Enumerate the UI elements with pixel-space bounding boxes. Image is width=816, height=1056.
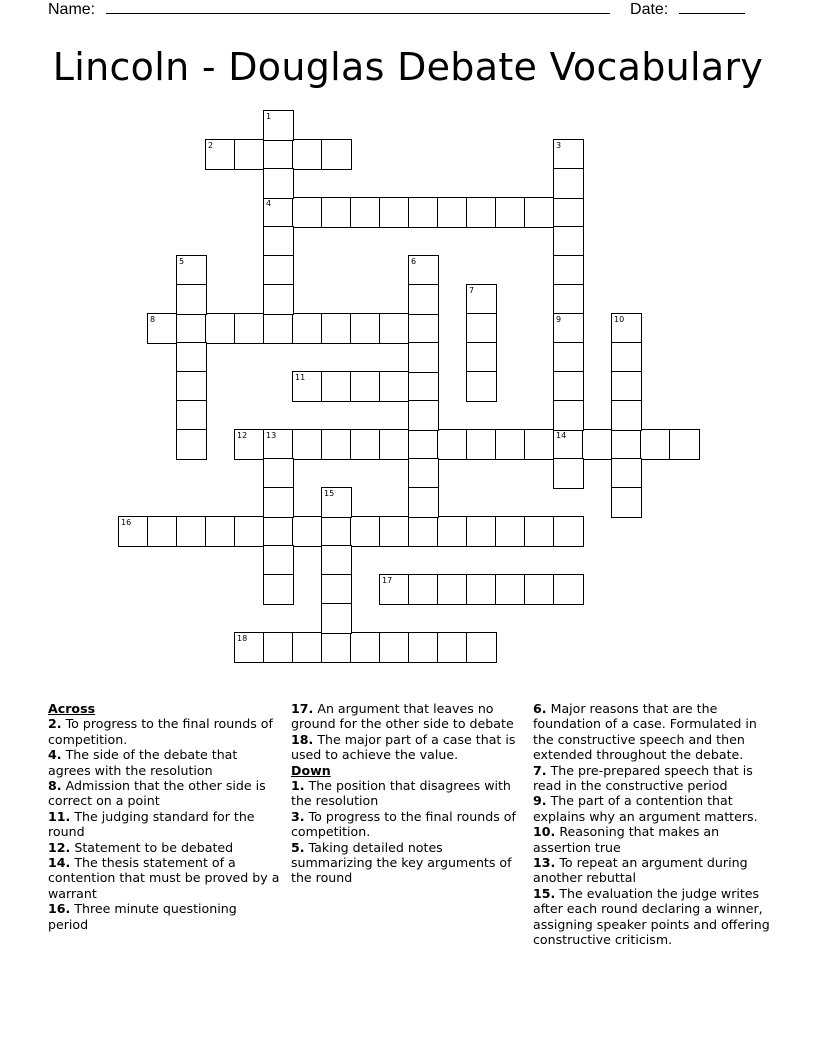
crossword-cell[interactable] xyxy=(292,516,323,547)
clue-number: 1. xyxy=(291,778,305,794)
clue-number-label: 7 xyxy=(469,286,475,295)
crossword-cell[interactable] xyxy=(263,226,294,257)
crossword-cell[interactable] xyxy=(495,197,526,228)
clue-number-label: 11 xyxy=(295,373,306,382)
down-heading: Down xyxy=(291,762,331,778)
crossword-cell[interactable] xyxy=(321,574,352,605)
crossword-cell[interactable] xyxy=(611,458,642,489)
clue-number: 16. xyxy=(48,901,71,917)
name-label: Name: xyxy=(48,1,96,18)
clue-text: Admission that the other side is correct on a point xyxy=(48,778,266,809)
clue-number: 14. xyxy=(48,855,71,871)
crossword-cell[interactable] xyxy=(379,516,410,547)
clue-text: The thesis statement of a contention that must be proved by a warrant xyxy=(48,855,280,901)
clue-number: 18. xyxy=(291,731,314,747)
crossword-cell[interactable] xyxy=(176,342,207,373)
crossword-cell[interactable] xyxy=(611,400,642,431)
crossword-cell[interactable] xyxy=(321,139,352,170)
clue-item xyxy=(291,701,527,732)
crossword-cell[interactable] xyxy=(553,516,584,547)
crossword-cell[interactable] xyxy=(408,371,439,402)
clue-number-label: 1 xyxy=(266,112,272,121)
crossword-cell[interactable] xyxy=(466,371,497,402)
clue-number: 2. xyxy=(48,716,62,732)
clue-number: 7. xyxy=(533,762,547,778)
crossword-cell[interactable] xyxy=(234,139,265,170)
crossword-cell[interactable] xyxy=(263,255,294,286)
crossword-cell[interactable] xyxy=(495,516,526,547)
crossword-cell[interactable] xyxy=(321,313,352,344)
crossword-cell[interactable] xyxy=(176,313,207,344)
crossword-cell[interactable] xyxy=(147,516,178,547)
crossword-cell[interactable] xyxy=(611,342,642,373)
clues-column-3 xyxy=(533,701,773,948)
crossword-cell[interactable] xyxy=(350,429,381,460)
crossword-cell[interactable] xyxy=(408,197,439,228)
crossword-cell[interactable] xyxy=(466,197,497,228)
clue-number: 12. xyxy=(48,839,71,855)
clue-number-label: 16 xyxy=(121,518,132,527)
crossword-cell[interactable] xyxy=(553,342,584,373)
crossword-cell[interactable] xyxy=(176,400,207,431)
crossword-cell[interactable] xyxy=(553,284,584,315)
crossword-cell[interactable] xyxy=(466,313,497,344)
crossword-cell[interactable] xyxy=(524,197,555,228)
clue-text: To repeat an argument during another rebuttal xyxy=(533,855,748,886)
crossword-cell[interactable] xyxy=(176,516,207,547)
crossword-cell[interactable] xyxy=(321,197,352,228)
crossword-cell[interactable] xyxy=(292,632,323,663)
crossword-cell[interactable] xyxy=(553,168,584,199)
crossword-cell[interactable] xyxy=(263,574,294,605)
clue-text: Taking detailed notes summarizing the key arguments of the round xyxy=(291,839,512,886)
clue-number: 9. xyxy=(533,793,547,809)
across-heading: Across xyxy=(48,701,96,716)
crossword-cell[interactable] xyxy=(408,487,439,518)
clue-item xyxy=(291,778,527,809)
clue-number: 6. xyxy=(533,701,547,716)
crossword-cell[interactable] xyxy=(263,313,294,344)
crossword-cell[interactable] xyxy=(321,632,352,663)
clue-number-label: 8 xyxy=(150,315,156,324)
clues-column-1 xyxy=(48,701,280,932)
crossword-cell[interactable] xyxy=(553,574,584,605)
clue-number: 11. xyxy=(48,808,71,824)
clue-item xyxy=(48,747,280,778)
crossword-cell[interactable] xyxy=(437,516,468,547)
clue-item xyxy=(48,901,280,932)
clue-number-label: 12 xyxy=(237,431,248,440)
crossword-cell[interactable] xyxy=(234,313,265,344)
crossword-cell[interactable] xyxy=(379,313,410,344)
crossword-cell[interactable] xyxy=(263,168,294,199)
clue-text: The position that disagrees with the resolution xyxy=(291,778,511,809)
clue-text: The major part of a case that is used to achieve the value. xyxy=(291,731,516,763)
crossword-cell[interactable] xyxy=(321,371,352,402)
clue-text: To progress to the final rounds of competition. xyxy=(291,808,516,840)
crossword-cell[interactable] xyxy=(292,197,323,228)
clue-number-label: 6 xyxy=(411,257,417,266)
date-label: Date: xyxy=(630,1,669,18)
crossword-cell[interactable] xyxy=(553,226,584,257)
clue-text: The part of a contention that explains why an argument matters. xyxy=(533,793,758,824)
crossword-cell[interactable] xyxy=(553,400,584,431)
crossword-cell[interactable] xyxy=(466,632,497,663)
clue-text: An argument that leaves no ground for the other side to debate xyxy=(291,701,514,732)
page-title: Lincoln - Douglas Debate Vocabulary xyxy=(52,45,764,89)
clue-number-label: 5 xyxy=(179,257,185,266)
crossword-cell[interactable] xyxy=(495,574,526,605)
crossword-cell[interactable] xyxy=(611,429,642,460)
crossword-cell[interactable] xyxy=(611,371,642,402)
clue-number-label: 4 xyxy=(266,199,272,208)
crossword-cell[interactable] xyxy=(379,632,410,663)
clue-item xyxy=(291,732,527,763)
clue-item xyxy=(533,855,773,886)
crossword-cell[interactable] xyxy=(263,545,294,576)
crossword-cell[interactable] xyxy=(379,429,410,460)
crossword-cell[interactable] xyxy=(408,458,439,489)
clue-text: To progress to the final rounds of competition. xyxy=(48,716,273,747)
crossword-cell[interactable] xyxy=(350,313,381,344)
clue-number-label: 18 xyxy=(237,634,248,643)
clue-number-label: 17 xyxy=(382,576,393,585)
crossword-cell[interactable] xyxy=(321,545,352,576)
crossword-cell[interactable] xyxy=(524,516,555,547)
clue-item xyxy=(533,886,773,948)
clue-number: 10. xyxy=(533,824,556,840)
crossword-cell[interactable] xyxy=(437,429,468,460)
crossword-cell[interactable] xyxy=(292,429,323,460)
clue-number-label: 2 xyxy=(208,141,214,150)
clue-text: The judging standard for the round xyxy=(48,808,255,840)
clue-item xyxy=(533,824,773,855)
crossword-cell[interactable] xyxy=(582,429,613,460)
clue-item xyxy=(291,840,527,886)
crossword-cell[interactable] xyxy=(553,197,584,228)
clue-text: Major reasons that are the foundation of a case. Formulated in the constructive speech and then extended throughout the debate. xyxy=(533,701,757,763)
crossword-cell[interactable] xyxy=(205,313,236,344)
crossword-cell[interactable] xyxy=(379,371,410,402)
clue-number-label: 10 xyxy=(614,315,625,324)
crossword-cell[interactable] xyxy=(263,458,294,489)
crossword-cell[interactable] xyxy=(408,429,439,460)
crossword-cell[interactable] xyxy=(350,516,381,547)
clue-number: 3. xyxy=(291,808,305,824)
crossword-cell[interactable] xyxy=(350,632,381,663)
crossword-cell[interactable] xyxy=(524,429,555,460)
clue-text: Three minute questioning period xyxy=(48,901,237,932)
crossword-cell[interactable] xyxy=(466,429,497,460)
crossword-cell[interactable] xyxy=(466,574,497,605)
crossword-cell[interactable] xyxy=(350,197,381,228)
clue-number-label: 15 xyxy=(324,489,335,498)
clue-item xyxy=(48,840,280,855)
clue-number: 8. xyxy=(48,778,62,794)
crossword-cell[interactable] xyxy=(176,284,207,315)
crossword-cell[interactable] xyxy=(176,371,207,402)
clue-number: 4. xyxy=(48,747,62,763)
crossword-cell[interactable] xyxy=(263,632,294,663)
clue-number-label: 14 xyxy=(556,431,567,440)
clue-number-label: 13 xyxy=(266,431,277,440)
crossword-cell[interactable] xyxy=(466,342,497,373)
crossword-cell[interactable] xyxy=(669,429,700,460)
clue-text: The pre-prepared speech that is read in the constructive period xyxy=(533,762,753,794)
crossword-cell[interactable] xyxy=(263,284,294,315)
crossword-cell[interactable] xyxy=(408,574,439,605)
clue-text: Statement to be debated xyxy=(74,839,234,855)
clue-item xyxy=(291,809,527,840)
clue-item xyxy=(533,763,773,794)
crossword-cell[interactable] xyxy=(437,574,468,605)
crossword-cell[interactable] xyxy=(350,371,381,402)
clue-number: 15. xyxy=(533,885,556,901)
crossword-cell[interactable] xyxy=(437,632,468,663)
clue-number: 13. xyxy=(533,855,556,871)
clue-text: The evaluation the judge writes after each round declaring a winner, assigning speaker points and offering constructive criticism. xyxy=(533,885,770,948)
crossword-cell[interactable] xyxy=(408,400,439,431)
crossword-cell[interactable] xyxy=(524,574,555,605)
clue-item xyxy=(48,809,280,840)
crossword-cell[interactable] xyxy=(553,255,584,286)
clue-number-label: 3 xyxy=(556,141,562,150)
crossword-cell[interactable] xyxy=(263,139,294,170)
crossword-cell[interactable] xyxy=(408,342,439,373)
clue-item xyxy=(48,716,280,747)
crossword-cell[interactable] xyxy=(321,516,352,547)
crossword-cell[interactable] xyxy=(553,371,584,402)
crossword-cell[interactable] xyxy=(437,197,468,228)
crossword-cell[interactable] xyxy=(205,516,236,547)
crossword-cell[interactable] xyxy=(292,139,323,170)
crossword-cell[interactable] xyxy=(611,487,642,518)
clue-number: 5. xyxy=(291,839,305,855)
clue-item xyxy=(533,701,773,763)
clue-text: The side of the debate that agrees with the resolution xyxy=(48,747,238,778)
crossword-cell[interactable] xyxy=(408,284,439,315)
crossword-cell[interactable] xyxy=(495,429,526,460)
crossword-cell[interactable] xyxy=(263,487,294,518)
clue-number: 17. xyxy=(291,701,314,716)
crossword-cell[interactable] xyxy=(408,632,439,663)
crossword-cell[interactable] xyxy=(176,429,207,460)
clue-item xyxy=(48,778,280,809)
crossword-cell[interactable] xyxy=(321,603,352,634)
crossword-cell[interactable] xyxy=(379,197,410,228)
crossword-cell[interactable] xyxy=(292,313,323,344)
crossword-cell[interactable] xyxy=(466,516,497,547)
clues-column-2 xyxy=(291,701,527,886)
crossword-cell[interactable] xyxy=(553,458,584,489)
crossword-cell[interactable] xyxy=(408,313,439,344)
clue-item xyxy=(48,855,280,901)
clue-item xyxy=(533,793,773,824)
crossword-cell[interactable] xyxy=(408,516,439,547)
crossword-cell[interactable] xyxy=(321,429,352,460)
clue-number-label: 9 xyxy=(556,315,562,324)
crossword-cell[interactable] xyxy=(234,516,265,547)
clue-text: Reasoning that makes an assertion true xyxy=(533,824,720,855)
crossword-cell[interactable] xyxy=(640,429,671,460)
crossword-cell[interactable] xyxy=(263,516,294,547)
